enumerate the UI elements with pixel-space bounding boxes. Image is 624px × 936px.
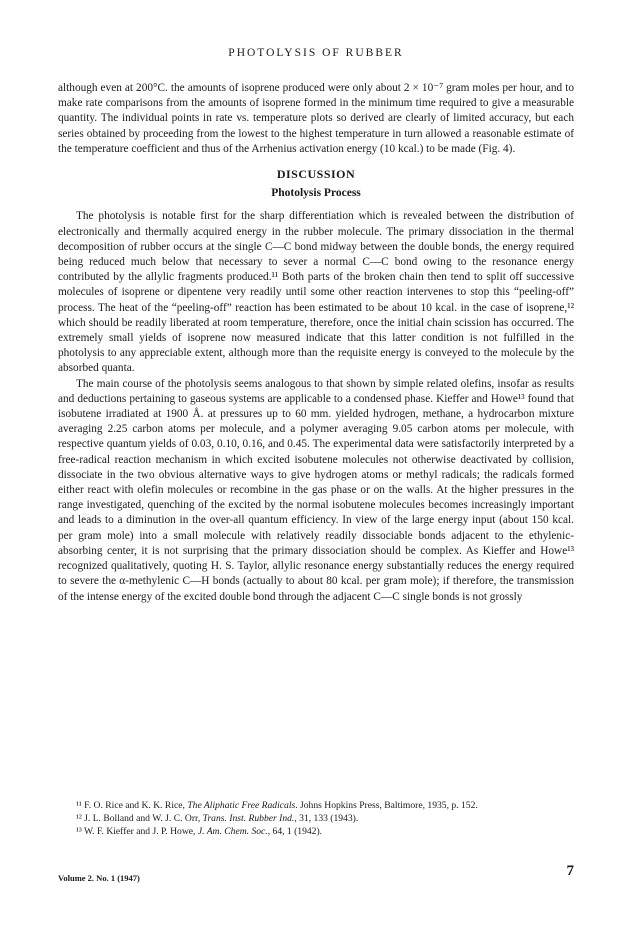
- footnote-journal: Trans. Inst. Rubber Ind.: [202, 813, 295, 825]
- footnote-rest: , 64, 1 (1942).: [267, 826, 323, 838]
- footnote-mark: ¹²: [76, 813, 82, 825]
- volume-info: Volume 2. No. 1 (1947): [58, 873, 140, 883]
- footnote-11: [58, 799, 574, 812]
- footnote-13: [58, 825, 574, 838]
- footnote-12: [58, 812, 574, 825]
- footnote-mark: ¹³: [76, 826, 82, 838]
- running-title: PHOTOLYSIS OF RUBBER: [228, 47, 404, 59]
- paragraph-1: The photolysis is notable first for the sharp differentiation which is revealed between the distribution of electronically and thermally acquired energy in the rubber molecule. The primary dissociation in the thermal decomposition of rubber occurs at the single C—C bond midway between the double bonds, the energy required being reduced much below that necessary to sever a normal C—C bond owing to the resonance energy contributed by the allylic fragments produced.¹¹ Both parts of the broken chain then tend to split off successive molecules of isoprene or dipentene very readily until some other reaction intervenes to stop this “peeling-off” process. The heat of the “peeling-off” reaction has been estimated to be about 10 kcal. in the case of isoprene,¹² which should be readily liberated at room temperature, therefore, once the initial chain scission has occurred. The extremely small yields of isoprene now measured indicate that this latter condition is not fulfilled in the photolysis to any appreciable extent, although more than the requisite energy is conveyed to the molecule by the absorbed quanta.: [58, 210, 574, 375]
- footnote-authors: W. F. Kieffer and J. P. Howe,: [81, 826, 198, 838]
- intro-paragraph: although even at 200°C. the amounts of isoprene produced were only about 2 × 10⁻⁷ gram moles per hour, and to make rate comparisons from the amounts of isoprene formed in the minimum time required to give a measurable quantity. The individual points in rate vs. temperature plots so derived are clearly of limited accuracy, but each series obtained by proceeding from the lowest to the highest temperature in turn allowed a reasonable estimate of the temperature coefficient and thus of the Arrhenius activation energy (10 kcal.) to be made (Fig. 4).: [58, 82, 574, 155]
- footnote-title: The Aliphatic Free Radicals: [187, 800, 296, 811]
- footnote-rest: . Johns Hopkins Press, Baltimore, 1935, p. 152.: [295, 800, 478, 811]
- page-number: 7: [566, 863, 574, 879]
- footnote-journal: J. Am. Chem. Soc.: [197, 826, 268, 838]
- footnote-authors: J. L. Bolland and W. J. C. Orr,: [81, 813, 203, 825]
- footnote-rest: , 31, 133 (1943).: [294, 813, 359, 825]
- section-subheading: Photolysis Process: [271, 187, 361, 200]
- section-heading: DISCUSSION: [276, 167, 356, 182]
- paragraph-2: The main course of the photolysis seems analogous to that shown by simple related olefins, insofar as results and deductions pertaining to gaseous systems are applicable to a condensed phase. Kieffer and Howe¹³ found that isobutene irradiated at 1900 Å. at pressures up to 60 mm. yielded hydrogen, methane, a hydrocarbon mixture averaging 2.25 carbon atoms per molecule, and a polymer averaging 9.05 carbon atoms per molecule, with respective quantum yields of 0.03, 0.10, 0.16, and 0.45. The experimental data were satisfactorily interpreted by a free-radical reaction mechanism in which excited isobutene molecules not otherwise deactivated by collision, dissociate in the two obvious alternative ways to give hydrogen atoms or methyl radicals; the radicals formed either react with olefin molecules or recombine in the gas phase or on the walls. At the higher pressures in the range investigated, quenching of the excited by the normal isobutene molecules becomes increasingly important and leads to a diminution in the over-all quantum efficiency. In view of the large energy input (about 150 kcal. per gram mole) into a small molecule with relatively readily dissociable bonds adjacent to the ethylenic-absorbing center, it is not surprising that the primary dissociation should be complex. As Kieffer and Howe¹³ recognized qualitatively, quoting H. S. Taylor, allylic resonance energy substantially reduces the energy required to severe the α-methylenic C—H bonds (actually to about 80 kcal. per gram mole); if therefore, the transmission of the intense energy of the excited double bond through the adjacent C—C single bonds is not grossly: [58, 377, 574, 603]
- footnotes: [58, 799, 574, 839]
- body-text: [58, 81, 574, 605]
- footnote-mark: ¹¹: [76, 800, 82, 811]
- footnote-authors: F. O. Rice and K. K. Rice,: [81, 800, 188, 811]
